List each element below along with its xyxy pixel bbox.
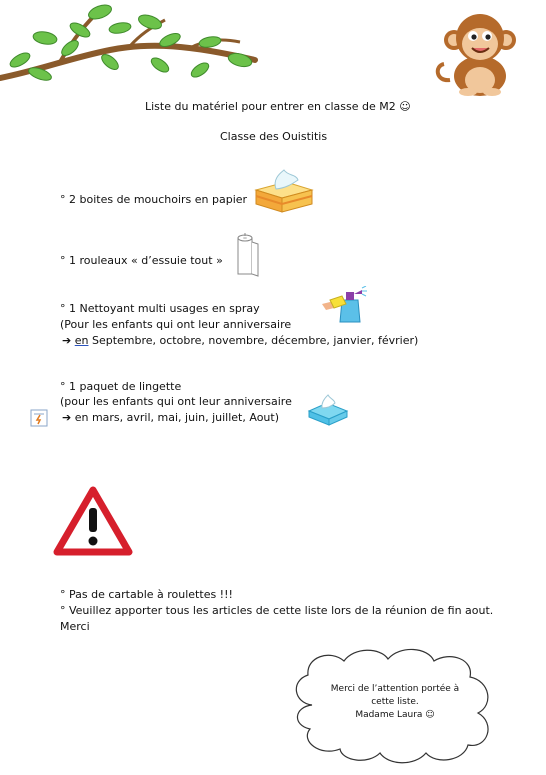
cloud-signature: Madame Laura ☺ [355,710,435,720]
arrow-icon: ➔ [62,334,72,347]
anchor-marker-icon [30,409,48,427]
note-thanks: Merci [60,620,90,633]
warning-sign-icon [53,486,133,556]
item-spray-text: ° 1 Nettoyant multi usages en spray [60,302,260,315]
item-spray-months: Septembre, octobre, novembre, décembre, janvier, février) [88,334,419,347]
item-paper-towel-text: ° 1 rouleaux « d’essuie tout » [60,254,223,267]
item-wipes-months: en mars, avril, mai, juin, juillet, Aout) [71,411,279,424]
cloud-line-1: Merci de l’attention portée à [330,684,460,694]
monkey-illustration [432,10,522,98]
wet-wipes-pack-icon [305,393,349,429]
tree-branch-illustration [0,0,270,90]
document-title: Liste du matériel pour entrer en classe de M2 ☺ [145,100,411,113]
item-spray-months-line [62,334,418,347]
item-tissues-text: ° 2 boites de mouchoirs en papier [60,193,248,206]
item-wipes-note: (pour les enfants qui ont leur anniversaire [60,395,292,408]
item-wipes-text: ° 1 paquet de lingette [60,380,182,393]
note-bring-all: ° Veuillez apporter tous les articles de cette liste lors de la réunion de fin aout. [60,604,494,617]
cleaning-spray-icon [320,286,368,324]
tissue-box-icon [252,168,314,216]
word-en: en [74,334,89,347]
note-no-trolley: ° Pas de cartable à roulettes !!! [60,588,233,601]
cloud-line-2: cette liste. [371,697,419,707]
item-spray-note: (Pour les enfants qui ont leur anniversaire [60,318,292,331]
paper-towel-roll-icon [234,232,262,280]
item-wipes-months-line [62,411,279,424]
cloud-message [300,683,490,722]
arrow-icon: ➔ [62,411,72,424]
class-name: Classe des Ouistitis [220,130,328,143]
